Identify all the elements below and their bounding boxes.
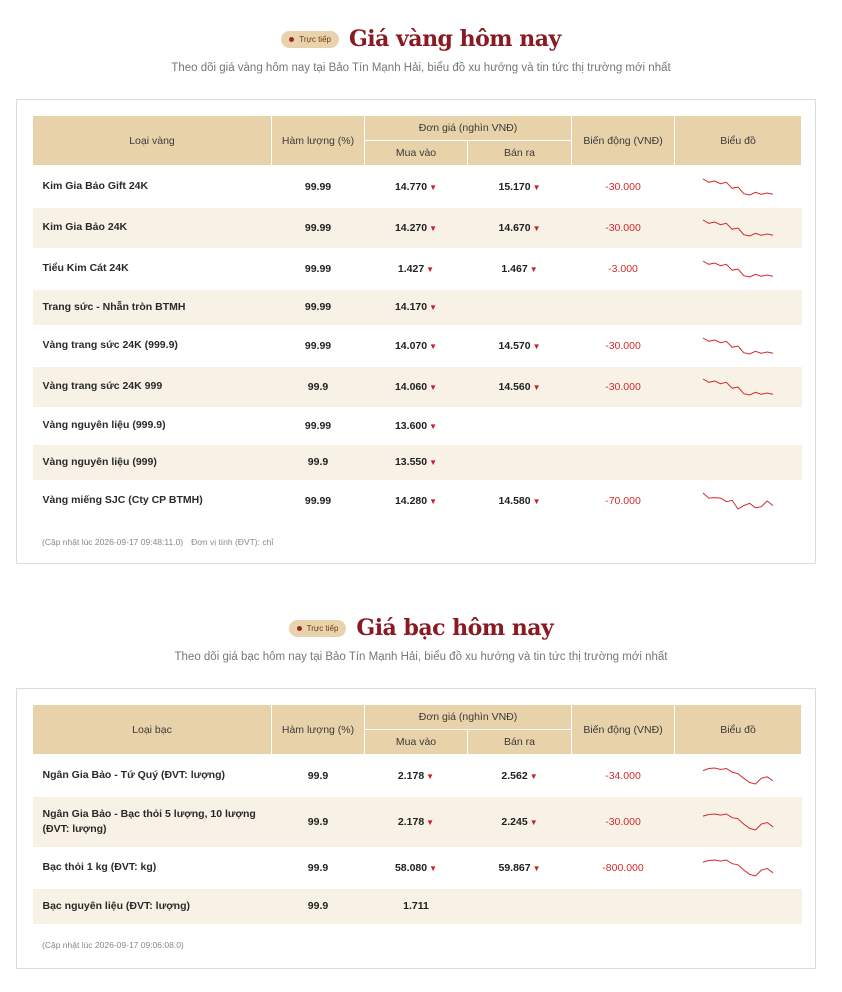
col-type: Loại vàng: [33, 116, 272, 166]
chart-cell: [675, 407, 802, 445]
chart-cell: [675, 797, 802, 847]
buy-price-cell: [365, 847, 468, 889]
silver-header: [0, 611, 842, 645]
table-row: [33, 325, 802, 367]
purity-cell-value: 99.99: [304, 180, 332, 193]
product-name-value: Kim Gia Bảo Gift 24K: [42, 180, 149, 193]
trend-sparkline[interactable]: [702, 491, 774, 511]
sell-price-cell: [468, 797, 572, 847]
page-title: Giá bạc hôm nay: [356, 615, 554, 641]
buy-price-cell: [365, 755, 468, 797]
purity-cell-value: 99.9: [307, 861, 329, 874]
buy-price-cell-value: 14.770: [394, 180, 428, 193]
purity-cell: [272, 797, 365, 847]
buy-price-cell-value: 14.280: [394, 494, 428, 507]
change-cell: [572, 797, 675, 847]
down-triangle-icon: ▼: [532, 863, 541, 873]
sell-price-cell-value: 14.580: [498, 494, 531, 507]
sell-price-cell: [468, 755, 572, 797]
silver-table-body: [33, 755, 802, 924]
sell-price-cell-value: 14.560: [498, 380, 531, 393]
live-dot-icon: [297, 626, 302, 631]
sell-price-cell: [468, 325, 572, 367]
trend-sparkline[interactable]: [702, 259, 774, 279]
sell-price-cell: [468, 248, 572, 290]
down-triangle-icon: ▼: [532, 382, 541, 392]
trend-line: [703, 860, 773, 876]
sell-price-cell: [468, 889, 572, 924]
col-buy: Mua vào: [365, 141, 468, 166]
product-name-value: Vàng trang sức 24K 999: [42, 380, 163, 392]
table-row: [33, 445, 802, 480]
product-name: [33, 755, 272, 797]
buy-price-cell: [365, 166, 468, 208]
table-row: [33, 755, 802, 797]
change-cell: [572, 290, 675, 325]
purity-cell: [272, 407, 365, 445]
down-triangle-icon: ▼: [426, 817, 435, 827]
change-cell: [572, 407, 675, 445]
col-chart: Biểu đồ: [675, 705, 802, 755]
product-name-value: Vàng nguyên liệu (999): [42, 455, 157, 468]
chart-cell: [675, 290, 802, 325]
product-name-value: Vàng miếng SJC (Cty CP BTMH): [42, 494, 203, 506]
down-triangle-icon: ▼: [529, 264, 538, 274]
change-cell: [572, 445, 675, 480]
trend-line: [703, 768, 773, 784]
chart-cell: [675, 480, 802, 522]
table-row: [33, 290, 802, 325]
purity-cell-value: 99.99: [304, 262, 332, 275]
purity-cell: [272, 755, 365, 797]
change-cell: [572, 367, 675, 407]
product-name: [33, 248, 272, 290]
down-triangle-icon: ▼: [532, 496, 541, 506]
change-cell-value: -30.000: [605, 815, 641, 828]
change-cell: [572, 889, 675, 924]
purity-cell-value: 99.9: [307, 456, 329, 468]
buy-price-cell: [365, 407, 468, 445]
silver-price-table: [32, 704, 802, 924]
sell-price-cell-value: 14.670: [498, 221, 531, 234]
sell-price-cell: [468, 847, 572, 889]
purity-cell-value: 99.9: [307, 900, 329, 912]
chart-cell: [675, 325, 802, 367]
buy-price-cell: [365, 248, 468, 290]
trend-line: [703, 493, 773, 509]
change-cell-value: -3.000: [608, 262, 638, 275]
purity-cell-value: 99.9: [307, 769, 329, 782]
product-name: [33, 847, 272, 889]
buy-price-cell-value: 14.170: [394, 301, 428, 313]
down-triangle-icon: ▼: [429, 341, 438, 351]
sell-price-cell: [468, 290, 572, 325]
change-cell: [572, 755, 675, 797]
purity-cell: [272, 208, 365, 248]
table-row: [33, 367, 802, 407]
buy-price-cell: [365, 889, 468, 924]
product-name-value: Bạc nguyên liệu (ĐVT: lượng): [42, 899, 190, 912]
live-badge-label: Trực tiếp: [299, 34, 331, 44]
product-name: [33, 480, 272, 522]
chart-cell: [675, 847, 802, 889]
product-name: [33, 445, 272, 480]
live-badge: [281, 31, 339, 48]
chart-cell: [675, 166, 802, 208]
buy-price-cell-value: 1.711: [403, 900, 429, 912]
change-cell: [572, 166, 675, 208]
product-name-value: Bạc thỏi 1 kg (ĐVT: kg): [42, 861, 157, 873]
chart-cell: [675, 445, 802, 480]
table-row: [33, 208, 802, 248]
col-change: Biến động (VNĐ): [572, 705, 675, 755]
trend-sparkline[interactable]: [702, 858, 774, 878]
live-dot-icon: [289, 37, 294, 42]
trend-line: [703, 220, 773, 236]
trend-sparkline[interactable]: [702, 766, 774, 786]
buy-price-cell-value: 2.178: [397, 815, 425, 828]
trend-sparkline[interactable]: [702, 177, 774, 197]
down-triangle-icon: ▼: [426, 264, 435, 274]
live-badge-label: Trực tiếp: [306, 623, 339, 633]
product-name-value: Ngân Gia Bảo - Tứ Quý (ĐVT: lượng): [42, 769, 226, 782]
product-name: [33, 407, 272, 445]
col-sell: Bán ra: [468, 730, 572, 755]
buy-price-cell-value: 13.550: [394, 456, 428, 468]
down-triangle-icon: ▼: [529, 817, 538, 827]
silver-section: [0, 611, 842, 667]
sell-price-cell: [468, 208, 572, 248]
buy-price-cell-value: 2.178: [397, 769, 425, 782]
purity-cell-value: 99.99: [304, 339, 332, 352]
col-unit-price: Đơn giá (nghìn VNĐ): [365, 705, 572, 730]
purity-cell-value: 99.99: [304, 419, 332, 432]
down-triangle-icon: ▼: [429, 458, 438, 467]
change-cell: [572, 480, 675, 522]
col-unit-price: Đơn giá (nghìn VNĐ): [365, 116, 572, 141]
col-purity: Hàm lượng (%): [272, 116, 365, 166]
product-name: [33, 367, 272, 407]
col-chart: Biểu đồ: [675, 116, 802, 166]
gold-price-table: [32, 115, 802, 522]
sell-price-cell-value: 2.245: [501, 815, 528, 828]
buy-price-cell-value: 14.060: [394, 380, 428, 393]
change-cell-value: -34.000: [605, 769, 641, 782]
purity-cell-value: 99.99: [304, 494, 332, 507]
sell-price-cell: [468, 166, 572, 208]
purity-cell: [272, 480, 365, 522]
buy-price-cell-value: 1.427: [397, 262, 425, 275]
product-name: [33, 290, 272, 325]
change-cell: [572, 208, 675, 248]
gold-price-card: [16, 99, 816, 564]
product-name: [33, 208, 272, 248]
page-title: Giá vàng hôm nay: [348, 26, 561, 52]
buy-price-cell: [365, 325, 468, 367]
purity-cell-value: 99.99: [304, 301, 332, 313]
silver-price-card: [16, 688, 816, 969]
table-row: [33, 480, 802, 522]
gold-header: [0, 22, 842, 56]
sell-price-cell: [468, 480, 572, 522]
trend-sparkline[interactable]: [702, 812, 774, 832]
down-triangle-icon: ▼: [532, 182, 541, 192]
down-triangle-icon: ▼: [429, 421, 438, 431]
update-time: (Cập nhật lúc 2026-09-17 09:48:11.0): [42, 537, 184, 547]
trend-line: [703, 179, 773, 195]
subtitle: Theo dõi giá bạc hôm nay tại Bảo Tín Mạnh Hải, biểu đồ xu hướng và tin tức thị trường mới nhất: [174, 651, 668, 663]
trend-line: [703, 338, 773, 354]
chart-cell: [675, 367, 802, 407]
purity-cell: [272, 889, 365, 924]
table-row: [33, 797, 802, 847]
table-row: [33, 889, 802, 924]
live-badge: [289, 620, 347, 637]
change-cell-value: -30.000: [605, 339, 641, 352]
col-change: Biến động (VNĐ): [572, 116, 675, 166]
trend-line: [703, 261, 773, 277]
sell-price-cell: [468, 445, 572, 480]
down-triangle-icon: ▼: [429, 182, 438, 192]
buy-price-cell: [365, 290, 468, 325]
change-cell-value: -30.000: [605, 221, 641, 234]
table-row: [33, 166, 802, 208]
change-cell: [572, 325, 675, 367]
purity-cell: [272, 166, 365, 208]
purity-cell: [272, 367, 365, 407]
down-triangle-icon: ▼: [426, 771, 435, 781]
product-name-value: Vàng trang sức 24K (999.9): [42, 339, 178, 351]
product-name: [33, 325, 272, 367]
sell-price-cell-value: 2.562: [501, 769, 528, 782]
trend-line: [703, 379, 773, 395]
col-type: Loại bạc: [33, 705, 272, 755]
down-triangle-icon: ▼: [529, 771, 538, 781]
update-time: (Cập nhật lúc 2026-09-17 09:06:08.0): [42, 940, 184, 950]
purity-cell-value: 99.99: [304, 221, 332, 234]
down-triangle-icon: ▼: [429, 382, 438, 392]
buy-price-cell: [365, 367, 468, 407]
down-triangle-icon: ▼: [429, 303, 438, 312]
down-triangle-icon: ▼: [532, 223, 541, 233]
buy-price-cell: [365, 208, 468, 248]
buy-price-cell: [365, 480, 468, 522]
product-name: [33, 889, 272, 924]
down-triangle-icon: ▼: [429, 496, 438, 506]
trend-sparkline[interactable]: [702, 336, 774, 356]
purity-cell: [272, 248, 365, 290]
product-name-value: Tiểu Kim Cát 24K: [42, 262, 129, 274]
col-buy: Mua vào: [365, 730, 468, 755]
table-row: [33, 847, 802, 889]
purity-cell-value: 99.9: [307, 380, 329, 393]
chart-cell: [675, 208, 802, 248]
update-note: [42, 940, 184, 950]
down-triangle-icon: ▼: [429, 863, 438, 873]
table-row: [33, 407, 802, 445]
purity-cell-value: 99.9: [307, 815, 329, 828]
trend-sparkline[interactable]: [702, 218, 774, 238]
buy-price-cell: [365, 797, 468, 847]
change-cell-value: -70.000: [605, 494, 641, 507]
product-name-value: Ngân Gia Bảo - Bạc thỏi 5 lượng, 10 lượng (ĐVT: lượng): [42, 807, 256, 835]
change-cell-value: -800.000: [602, 861, 644, 874]
product-name-value: Trang sức - Nhẫn tròn BTMH: [42, 300, 186, 313]
sell-price-cell-value: 1.467: [501, 262, 528, 275]
trend-line: [703, 814, 773, 830]
unit-note: Đơn vị tính (ĐVT): chỉ: [191, 537, 274, 547]
down-triangle-icon: ▼: [532, 341, 541, 351]
sell-price-cell-value: 59.867: [498, 861, 531, 874]
change-cell-value: -30.000: [605, 380, 641, 393]
subtitle: Theo dõi giá vàng hôm nay tại Bảo Tín Mạnh Hải, biểu đồ xu hướng và tin tức thị trường mới nhất: [171, 62, 671, 74]
col-sell: Bán ra: [468, 141, 572, 166]
purity-cell: [272, 290, 365, 325]
product-name: [33, 797, 272, 847]
change-cell: [572, 248, 675, 290]
sell-price-cell: [468, 367, 572, 407]
down-triangle-icon: ▼: [429, 223, 438, 233]
sell-price-cell: [468, 407, 572, 445]
buy-price-cell: [365, 445, 468, 480]
product-name: [33, 166, 272, 208]
chart-cell: [675, 755, 802, 797]
chart-cell: [675, 889, 802, 924]
gold-table-body: [33, 166, 802, 522]
change-cell-value: -30.000: [605, 180, 641, 193]
change-cell: [572, 847, 675, 889]
sell-price-cell-value: 15.170: [498, 180, 531, 193]
buy-price-cell-value: 58.080: [394, 861, 428, 874]
purity-cell: [272, 445, 365, 480]
buy-price-cell-value: 13.600: [394, 419, 428, 432]
buy-price-cell-value: 14.270: [394, 221, 428, 234]
sell-price-cell-value: 14.570: [498, 339, 531, 352]
product-name-value: Vàng nguyên liệu (999.9): [42, 419, 166, 431]
col-purity: Hàm lượng (%): [272, 705, 365, 755]
table-row: [33, 248, 802, 290]
trend-sparkline[interactable]: [702, 377, 774, 397]
update-note: [42, 537, 273, 547]
purity-cell: [272, 325, 365, 367]
chart-cell: [675, 248, 802, 290]
purity-cell: [272, 847, 365, 889]
product-name-value: Kim Gia Bảo 24K: [42, 221, 128, 233]
buy-price-cell-value: 14.070: [394, 339, 428, 352]
gold-section: [0, 22, 842, 78]
